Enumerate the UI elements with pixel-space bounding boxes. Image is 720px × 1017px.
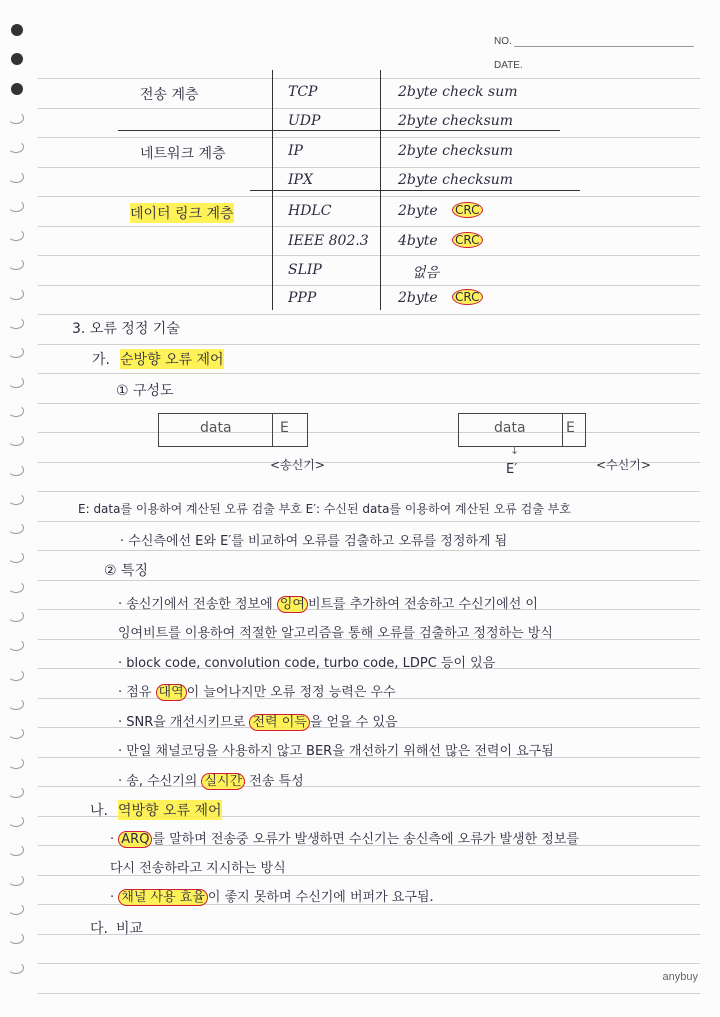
text-line xyxy=(118,622,553,641)
binder-hole xyxy=(8,464,24,476)
sender-data: data xyxy=(200,420,232,436)
table-protocol: TCP xyxy=(288,84,318,100)
ruled-line xyxy=(38,993,700,994)
line-text: · 송, 수신기의 xyxy=(118,774,202,789)
line-text: · xyxy=(110,832,119,847)
da-title: 비교 xyxy=(116,921,144,937)
table-check: 2byte check sum xyxy=(398,84,518,100)
table-check: 2byte checksum xyxy=(398,143,514,159)
ga-title: 순방향 오류 제어 xyxy=(120,349,224,369)
binder-hole xyxy=(8,610,24,622)
feature-label: ② 특징 xyxy=(104,563,149,579)
table-row-line-1 xyxy=(118,130,560,131)
text-line xyxy=(118,740,554,759)
table-protocol: PPP xyxy=(288,290,317,306)
definition-line: E: data를 이용하여 계산된 오류 검출 부호 E′: 수신된 data를 이용하여 계산된 오류 검출 부호 xyxy=(78,502,571,516)
brand-logo: anybuy xyxy=(662,971,698,983)
table-protocol: IP xyxy=(288,143,303,159)
text-line xyxy=(118,652,495,671)
table-row-line-2 xyxy=(250,190,580,191)
text-line xyxy=(110,857,286,876)
binder-hole xyxy=(8,727,24,739)
crc-badge: CRC xyxy=(452,289,483,305)
table-protocol: UDP xyxy=(288,113,321,129)
binder-hole xyxy=(8,815,24,827)
table-check: 2byte xyxy=(398,203,438,219)
binder-hole xyxy=(8,932,24,944)
ruled-line xyxy=(38,167,700,168)
da-label: 다. xyxy=(90,921,108,937)
binder-hole xyxy=(8,669,24,681)
crc-badge: CRC xyxy=(452,232,483,248)
section-title: 3. 오류 정정 기술 xyxy=(72,321,180,337)
receiver-frame-divider xyxy=(562,413,563,447)
binder-hole xyxy=(8,786,24,798)
na-label: 나. xyxy=(90,803,108,819)
binder-hole xyxy=(8,405,24,417)
table-check: 2byte checksum xyxy=(398,172,514,188)
binder-hole xyxy=(8,317,24,329)
sender-caption: <송신기> xyxy=(270,458,325,472)
binder-hole xyxy=(11,53,23,65)
table-layer: 데이터 링크 계층 xyxy=(130,203,234,223)
date-label: DATE. xyxy=(494,60,523,71)
binder-hole xyxy=(8,639,24,651)
line-text: 잉여비트를 이용하여 적절한 알고리즘을 통해 오류를 검출하고 정정하는 방식 xyxy=(118,626,553,641)
ruled-line xyxy=(38,137,700,138)
binder-hole xyxy=(8,698,24,710)
table-check: 4byte xyxy=(398,233,438,249)
binder-hole xyxy=(8,346,24,358)
sender-frame-divider xyxy=(272,413,273,447)
line-text-tail: 전송 특성 xyxy=(245,774,304,789)
ruled-line xyxy=(38,403,700,404)
line-text: · block code, convolution code, turbo code, LDPC 등이 있음 xyxy=(118,656,496,671)
binder-hole xyxy=(11,24,23,36)
text-line xyxy=(118,711,398,730)
ruled-line xyxy=(38,432,700,433)
binder-hole xyxy=(8,903,24,915)
binder-hole xyxy=(8,551,24,563)
table-check: 2byte xyxy=(398,290,438,306)
receiver-caption: <수신기> xyxy=(596,458,651,472)
binder-hole xyxy=(8,112,24,124)
ruled-line xyxy=(38,78,700,79)
ruled-line xyxy=(38,344,700,345)
table-check: 없음 xyxy=(412,265,440,281)
binder-hole xyxy=(8,171,24,183)
ga-label: 가. xyxy=(92,352,110,368)
highlighted-term: 전력 이득 xyxy=(249,714,309,731)
line-text-tail: 을 얻을 수 있음 xyxy=(309,715,398,730)
ruled-line xyxy=(38,580,700,581)
text-line xyxy=(118,681,396,700)
binder-hole xyxy=(8,434,24,446)
no-label: NO. xyxy=(494,36,512,47)
no-underline xyxy=(514,46,694,47)
line-text-tail: 비트를 추가하여 전송하고 수신기에선 이 xyxy=(307,597,538,612)
binder-hole xyxy=(8,581,24,593)
line-text: 다시 전송하라고 지시하는 방식 xyxy=(110,861,286,876)
table-protocol: IPX xyxy=(288,172,313,188)
table-protocol: SLIP xyxy=(288,262,322,278)
text-line xyxy=(118,593,538,612)
highlighted-term: ARQ xyxy=(118,831,152,848)
config-label: ① 구성도 xyxy=(116,383,174,399)
table-protocol: HDLC xyxy=(288,203,332,219)
table-check: 2byte checksum xyxy=(398,113,514,129)
na-title: 역방향 오류 제어 xyxy=(118,800,222,820)
highlighted-term: 실시간 xyxy=(201,773,245,790)
binder-hole xyxy=(8,258,24,270)
highlighted-term: 채널 사용 효율 xyxy=(118,889,208,906)
ruled-line xyxy=(38,226,700,227)
highlighted-term: 잉여 xyxy=(277,596,308,613)
ruled-line xyxy=(38,314,700,315)
ruled-line xyxy=(38,285,700,286)
line-text-tail: 이 늘어나지만 오류 정정 능력은 우수 xyxy=(186,685,396,700)
ruled-line xyxy=(38,255,700,256)
ruled-line xyxy=(38,963,700,964)
text-line xyxy=(110,828,579,847)
line-text: · 송신기에서 전송한 정보에 xyxy=(118,597,277,612)
binder-hole xyxy=(8,522,24,534)
line-text-tail: 이 좋지 못하며 수신기에 버퍼가 요구됨. xyxy=(207,890,434,905)
table-layer: 네트워크 계층 xyxy=(140,146,226,162)
arrow-down-icon: ↓ xyxy=(510,444,520,457)
binder-hole xyxy=(8,493,24,505)
line-text: · SNR을 개선시키므로 xyxy=(118,715,250,730)
line-text: · 만일 채널코딩을 사용하지 않고 BER을 개선하기 위해선 많은 전력이 요구됨 xyxy=(118,744,554,759)
ruled-line xyxy=(38,550,700,551)
line-text-tail: 를 말하며 전송중 오류가 발생하면 수신기는 송신측에 오류가 발생한 정보를 xyxy=(152,832,579,847)
binder-hole xyxy=(8,376,24,388)
binder-hole xyxy=(8,288,24,300)
ruled-line xyxy=(38,521,700,522)
definition-line-2: · 수신측에선 E와 E′를 비교하여 오류를 검출하고 오류를 정정하게 됨 xyxy=(120,534,508,549)
table-layer: 전송 계층 xyxy=(140,87,199,103)
binder-hole xyxy=(8,874,24,886)
binder-hole xyxy=(8,229,24,241)
text-line xyxy=(110,886,434,905)
binder-hole xyxy=(11,83,23,95)
crc-badge: CRC xyxy=(452,202,483,218)
ruled-line xyxy=(38,491,700,492)
ruled-line xyxy=(38,108,700,109)
binder-hole xyxy=(8,200,24,212)
line-text: · xyxy=(110,890,119,905)
receiver-eprime: E′ xyxy=(506,462,518,477)
binder-hole xyxy=(8,141,24,153)
receiver-data: data xyxy=(494,420,526,436)
highlighted-term: 대역 xyxy=(156,684,187,701)
binder-hole xyxy=(8,962,24,974)
text-line xyxy=(118,770,304,789)
table-protocol: IEEE 802.3 xyxy=(288,233,369,249)
sender-e: E xyxy=(280,420,289,436)
binder-hole xyxy=(8,757,24,769)
binder-hole xyxy=(8,844,24,856)
ruled-line xyxy=(38,373,700,374)
ruled-line xyxy=(38,196,700,197)
receiver-e: E xyxy=(566,420,575,436)
line-text: · 점유 xyxy=(118,685,156,700)
